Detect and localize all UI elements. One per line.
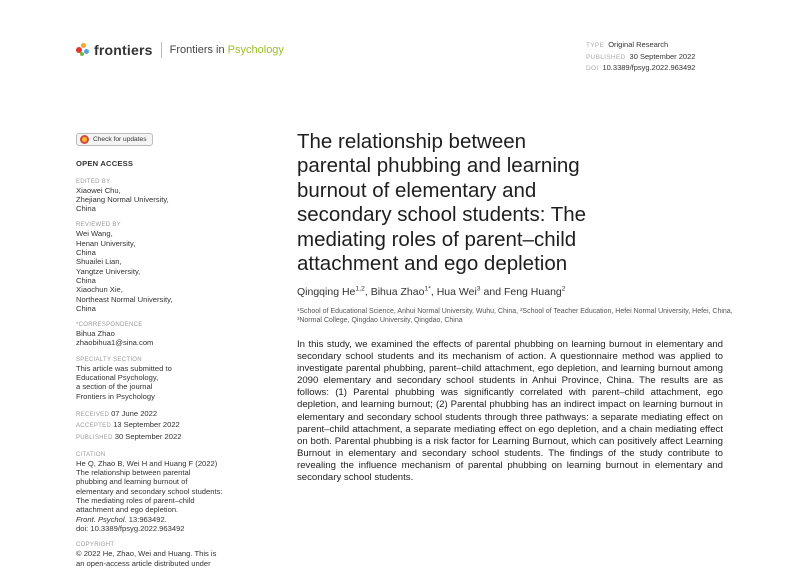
update-badge-icon — [80, 135, 89, 144]
abstract-text: In this study, we examined the effects of parental phubbing on learning burnout in elementary and secondary school students and its mechanism of action. A questionnaire method was applied to investigate parental phubbing, parent–child attachment, ego depletion, and learning burnout among 2090 elementary and secondary school students in Anhui Province, China. The results are as follows: (1) Parental phubbing was significantly correlated with parent–child attachment, ego depletion, and learning burnout; (2) Parental phubbing has an indirect impact on learning burnout in elementary and secondary school students through three pathways: a separate mediating effect on parent–child attachment, a separate mediating effect on ego depletion, and a chain mediating effect on both. Parental phubbing is a risk factor for Learning Burnout, which can positively affect Learning Burnout in elementary and secondary school students. The findings of the study contribute to revealing the influence mechanism of parental phubbing on learning burnout in elementary and secondary school students. — [297, 339, 723, 484]
citation-doi-link[interactable]: doi: 10.3389/fpsyg.2022.963492 — [76, 523, 185, 533]
meta-type: TYPE Original Research — [586, 40, 669, 49]
check-for-updates-button[interactable]: Check for updates — [76, 133, 153, 146]
specialty-info: This article was submitted to Educational Psychology, a section of the journal Frontiers in Psychology — [76, 363, 172, 401]
correspondence-label: *CORRESPONDENCE — [76, 322, 143, 329]
copyright-info: © 2022 He, Zhao, Wei and Huang. This is an open-access article distributed under — [76, 549, 217, 568]
citation-info: He Q, Zhao B, Wei H and Huang F (2022) The relationship between parental phubbing and learning burnout of elementary and secondary school students: The mediating roles of parent–child attachment and ego depletion. Front. Psychol. 13:963492. doi: 10.3389/fpsyg.2022.963492 — [76, 459, 276, 533]
author-name[interactable]: Feng Huang — [503, 286, 562, 298]
reviewed-by-label: REVIEWED BY — [76, 222, 121, 229]
editor-info: Xiaowei Chu, Zhejiang Normal University, China — [76, 185, 169, 214]
published-date: PUBLISHED 30 September 2022 — [76, 431, 182, 441]
meta-doi[interactable]: DOI 10.3389/fpsyg.2022.963492 — [586, 63, 696, 72]
article-sidebar — [76, 133, 276, 568]
received-date: RECEIVED 07 June 2022 — [76, 408, 158, 418]
affiliations: ¹School of Educational Science, Anhui Normal University, Wuhu, China, ²School of Teacher Education, Hefei Normal University, Hefei, China, ³Normal College, Qingdao University, Qingdao, China — [297, 308, 733, 325]
open-access-label: OPEN ACCESS — [76, 159, 134, 169]
journal-logo[interactable] — [76, 42, 284, 58]
article-meta — [586, 40, 695, 75]
page-header — [0, 0, 800, 80]
meta-published: PUBLISHED 30 September 2022 — [586, 51, 696, 61]
specialty-section-label: SPECIALTY SECTION — [76, 356, 142, 363]
accepted-date: ACCEPTED 13 September 2022 — [76, 420, 180, 430]
edited-by-label: EDITED BY — [76, 178, 111, 185]
article-title: The relationship between parental phubbing and learning burnout of elementary and secondary school students: The mediating roles of parent–child attachment and ego depletion — [297, 130, 587, 276]
correspondence-info: Bihua Zhao zhaobihua1@sina.com — [76, 329, 276, 348]
brand-name: frontiers — [94, 42, 153, 58]
frontiers-logo-icon — [76, 43, 90, 57]
correspondence-email-link[interactable]: zhaobihua1@sina.com — [76, 338, 154, 348]
logo-divider — [161, 42, 162, 58]
citation-label: CITATION — [76, 451, 106, 458]
author-name[interactable]: Hua Wei — [436, 286, 477, 298]
reviewer-info: Wei Wang, Henan University, China Shuailei Lian, Yangtze University, China Xiaochun Xie, Northeast Normal University, China — [76, 229, 173, 313]
copyright-label: COPYRIGHT — [76, 542, 115, 549]
author-name[interactable]: Bihua Zhao — [370, 286, 425, 298]
author-name[interactable]: Qingqing He — [297, 286, 356, 298]
author-list: Qingqing He$^{1,2}$, Bihua Zhao$^{1*}$, Hua Wei$^3$ and Feng Huang$^2$ — [297, 285, 566, 298]
journal-name: Frontiers in Psychology — [169, 44, 284, 56]
